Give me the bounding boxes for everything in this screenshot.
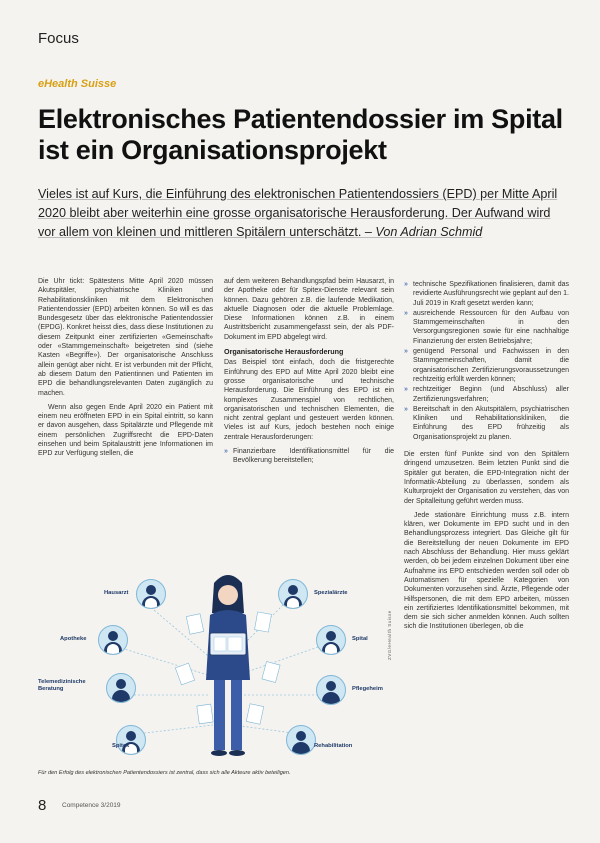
- image-credit: ZVG/eHealth Suisse: [387, 610, 392, 660]
- paragraph: Jede stationäre Einrichtung muss z.B. intern klären, wer Dokumente im EPD sucht und in den Behandlungsprozess integriert. Das Gleiche gilt für die Bereitstellung der neuen Dokumente im EPD nach Abschluss der Behandlung. Hier muss geklärt werden, ob bei jedem einzelnen Dokument über eine Aufnahme ins EPD entschieden werden soll oder ob Automatismen für spezielle Kategorien von Dokumenten vorzusehen sind. Ärzte, Pflegende oder Hilfspersonen, die mit dem EPD arbeiten, müssen ein zertifiziertes Identifikationsmittel bekommen, mit dem sie sich sicher anmelden können. Auch sollten sich die Institutionen überlegen, ob die: [404, 511, 569, 631]
- subheading: Organisatorische Herausforderung: [224, 347, 344, 357]
- body-column-2: [224, 277, 394, 466]
- label-telemedizin: Telemedizinische Beratung: [38, 679, 86, 692]
- publication-footer: Competence 3/2019: [62, 802, 121, 809]
- rehabilitation-icon: [286, 725, 316, 755]
- label-apotheke: Apotheke: [60, 636, 87, 642]
- body-column-3: [404, 280, 569, 637]
- label-hausarzt: Hausarzt: [104, 590, 129, 596]
- list-item: » Finanzierbare Identifikationsmittel für die Bevölkerung bereitstellen;: [224, 447, 394, 466]
- central-figure-woman: [206, 575, 250, 756]
- spezialaerzte-icon: [278, 579, 308, 609]
- lead-byline: – Von Adrian Schmid: [364, 225, 483, 239]
- list-item: » ausreichende Ressourcen für den Aufbau von Stammgemeinschaften in den Versorgungsregionen sowie für eine nachhaltige Finanzierung der ersten Betriebsjahre;: [404, 309, 569, 346]
- label-rehabilitation: Rehabilitation: [314, 743, 353, 749]
- section-label: Focus: [38, 30, 79, 47]
- lead-paragraph: [38, 185, 568, 242]
- label-pflegeheim: Pflegeheim: [352, 686, 383, 692]
- figure-caption: Für den Erfolg des elektronischen Patientendossiers ist zentral, dass sich alle Akteure aktiv beteiligen.: [38, 770, 291, 776]
- spital-icon: [316, 625, 346, 655]
- body-column-1: [38, 277, 213, 464]
- page-number: 8: [38, 797, 47, 814]
- lead-text: Vieles ist auf Kurs, die Einführung des elektronischen Patientendossiers (EPD) per Mitte April 2020 bleibt aber weiterhin eine grosse organisatorische Herausforderung. Der Aufwand wird vor allem von kleinen und mittleren Spitälern unterschätzt.: [38, 187, 558, 239]
- paragraph: Das Beispiel tönt einfach, doch die fristgerechte Einführung des EPD auf Mitte April 2020 bleibt eine grosse organisatorische und technische Herausforderung. Die Einführung des EPD ist ein komplexes Zusammenspiel von rechtlichen, organisatorischen und technischen Elementen, die nicht zentral geplant und gesteuert werden können. Vieles ist auf Kurs, jedoch bestehen noch einige zentrale Herausforderungen:: [224, 359, 394, 441]
- list-item: » technische Spezifikationen finalisieren, damit das revidierte Ausführungsrecht wie geplant auf den 1. Juli 2019 in Kraft gesetzt werden kann;: [404, 280, 569, 308]
- pflegeheim-icon: [316, 675, 346, 705]
- paragraph: auf dem weiteren Behandlungspfad beim Hausarzt, in der Apotheke oder für Spitex-Dienste relevant sein können. Dazu gehören z.B. die laufende Medikation, aktuelle Diagnosen oder die aktuelle Problemlage. Diese Informationen können z.B. in einem Austrittsbericht zusammengefasst sein, der als PDF-Dokument im EPD abgelegt wird.: [224, 278, 394, 341]
- paragraph: Die Uhr tickt: Spätestens Mitte April 2020 müssen Akutspitäler, psychiatrische Kliniken und Rehabilitationskliniken mit dem Elektronischen Patientendossier (EPD) arbeiten können. So will es das Bundesgesetz über das elektronische Patientendossier (EPDG). Konkret heisst dies, dass diese Institutionen zu diesem Zeitpunkt einer zertifizierten «Gemeinschaft» oder «Stammgemeinschaft» beigetreten sind (siehe Kasten «Begriffe»). Der organisatorische Anschluss allein genügt aber nicht. Er ist verbunden mit der Pflicht, ab diesem Datum den Patientinnen und Patienten im EPD die behandlungsrelevanten Daten zugänglich zu machen.: [38, 278, 213, 397]
- apotheke-icon: [98, 625, 128, 655]
- article-title: Elektronisches Patientendossier im Spital ist ein Organisationsprojekt: [38, 104, 563, 165]
- label-spitex: Spitex: [112, 743, 130, 749]
- list-item: » genügend Personal und Fachwissen in den Stammgemeinschaften, damit die organisatorischen Zertifizierungsvoraussetzungen rechtzeitig erfüllt werden können;: [404, 347, 569, 384]
- paragraph: Die ersten fünf Punkte sind von den Spitälern dringend umzusetzen. Beim letzten Punkt sind die Spitäler gut beraten, die EPD-Integration nicht der Informatik-Abteilung zu überlassen, sondern als Kulturprojekt der Organisation zu verstehen, das von der Spitalleitung geführt werden muss.: [404, 451, 569, 505]
- bullet-list: [404, 280, 569, 442]
- illustration-figure: [38, 565, 394, 765]
- spitex-icon: [116, 725, 146, 755]
- label-spezialaerzte: Spezialärzte: [314, 590, 348, 596]
- list-item: » rechtzeitiger Beginn (und Abschluss) aller Zertifizierungsverfahren;: [404, 385, 569, 404]
- telemedizin-icon: [106, 673, 136, 703]
- kicker: eHealth Suisse: [38, 78, 117, 90]
- label-spital: Spital: [352, 636, 368, 642]
- hausarzt-icon: [136, 579, 166, 609]
- paragraph: Wenn also gegen Ende April 2020 ein Patient mit einem neu eröffneten EPD in ein Spital eintritt, so kann er davon ausgehen, dass Spitalärzte und Pflegende mit einem persönlichen Zugriffsrecht die EPD-Daten einsehen und beim Spitalaustritt jene Informationen im EPD zur Verfügung stellen, die: [38, 403, 213, 458]
- list-item: » Bereitschaft in den Akutspitälern, psychiatrischen Kliniken und Rehabilitationskliniken, die Einführung des EPD frühzeitig als Organisationsprojekt zu planen.: [404, 405, 569, 442]
